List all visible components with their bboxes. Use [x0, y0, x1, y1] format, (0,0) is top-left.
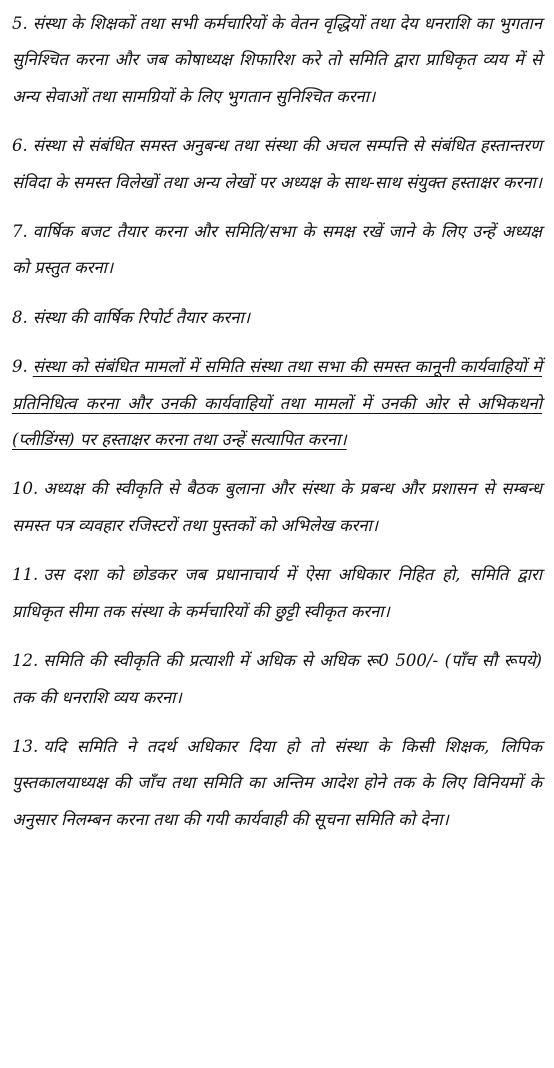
- clause-number: 7.: [12, 222, 28, 242]
- clause-text: संस्था से संबंधित समस्त अनुबन्ध तथा संस्था की अचल सम्पत्ति से संबंधित हस्तान्तरण संविदा के समस्त विलेखों तथा अन्य लेखों पर अध्यक्ष के साथ-साथ संयुक्त हस्ताक्षर करना।: [12, 136, 542, 192]
- clause-number: 6.: [12, 136, 28, 156]
- clause-13: [12, 729, 542, 838]
- clause-5: [12, 6, 542, 115]
- clause-number: 10.: [12, 479, 39, 499]
- clause-7: [12, 214, 542, 287]
- clause-text: यदि समिति ने तदर्थ अधिकार दिया हो तो संस्था के किसी शिक्षक, लिपिक पुस्तकालयाध्यक्ष की जाँच तथा समिति का अन्तिम आदेश होने तक के लिए विनियमों के अनुसार निलम्बन करना तथा की गयी कार्यवाही की सूचना समिति को देना।: [12, 736, 542, 829]
- clause-6: [12, 128, 542, 201]
- clause-text: संस्था की वार्षिक रिपोर्ट तैयार करना।: [32, 307, 250, 327]
- clause-number: 8.: [12, 307, 28, 327]
- clause-number: 12.: [12, 651, 39, 671]
- clause-text: संस्था को संबंधित मामलों में समिति संस्था तथा सभा की समस्त कानूनी कार्यवाहियों में प्रतिनिधित्व करना और उनकी कार्यवाहियों तथा मामलों में उनकी ओर से अभिकथनो (प्लीडिंग्स) पर हस्ताक्षर करना तथा उन्हें सत्यापित करना।: [12, 357, 542, 450]
- clause-8: [12, 300, 542, 336]
- clause-text: संस्था के शिक्षकों तथा सभी कर्मचारियों के वेतन वृद्धियों तथा देय धनराशि का भुगतान सुनिश्चित करना और जब कोषाध्यक्ष शिफारिश करे तो समिति द्वारा प्राधिकृत व्यय में से अन्य सेवाओं तथा सामग्रियों के लिए भुगतान सुनिश्चित करना।: [12, 14, 542, 106]
- clause-11: [12, 557, 542, 630]
- clause-text: समिति की स्वीकृति की प्रत्याशी में अधिक से अधिक रू0 500/- (पाँच सौ रूपये) तक की धनराशि व्यय करना।: [12, 651, 542, 707]
- clause-10: [12, 471, 542, 544]
- clause-12: [12, 643, 542, 716]
- clause-text: अध्यक्ष की स्वीकृति से बैठक बुलाना और संस्था के प्रबन्ध और प्रशासन से सम्बन्ध समस्त पत्र व्यवहार रजिस्टरों तथा पुस्तकों को अभिलेख करना।: [12, 479, 542, 535]
- clause-number: 11.: [12, 565, 39, 585]
- clause-9: [12, 349, 542, 458]
- clause-text: वार्षिक बजट तैयार करना और समिति/सभा के समक्ष रखें जाने के लिए उन्हें अध्यक्ष को प्रस्तुत करना।: [12, 222, 542, 278]
- clause-number: 13.: [12, 736, 39, 756]
- clause-text: उस दशा को छोडकर जब प्रधानाचार्य में ऐसा अधिकार निहित हो, समिति द्वारा प्राधिकृत सीमा तक संस्था के कर्मचारियों की छुट्टी स्वीकृत करना।: [12, 565, 542, 621]
- clause-number: 5.: [12, 14, 28, 33]
- clause-number: 9.: [12, 357, 28, 377]
